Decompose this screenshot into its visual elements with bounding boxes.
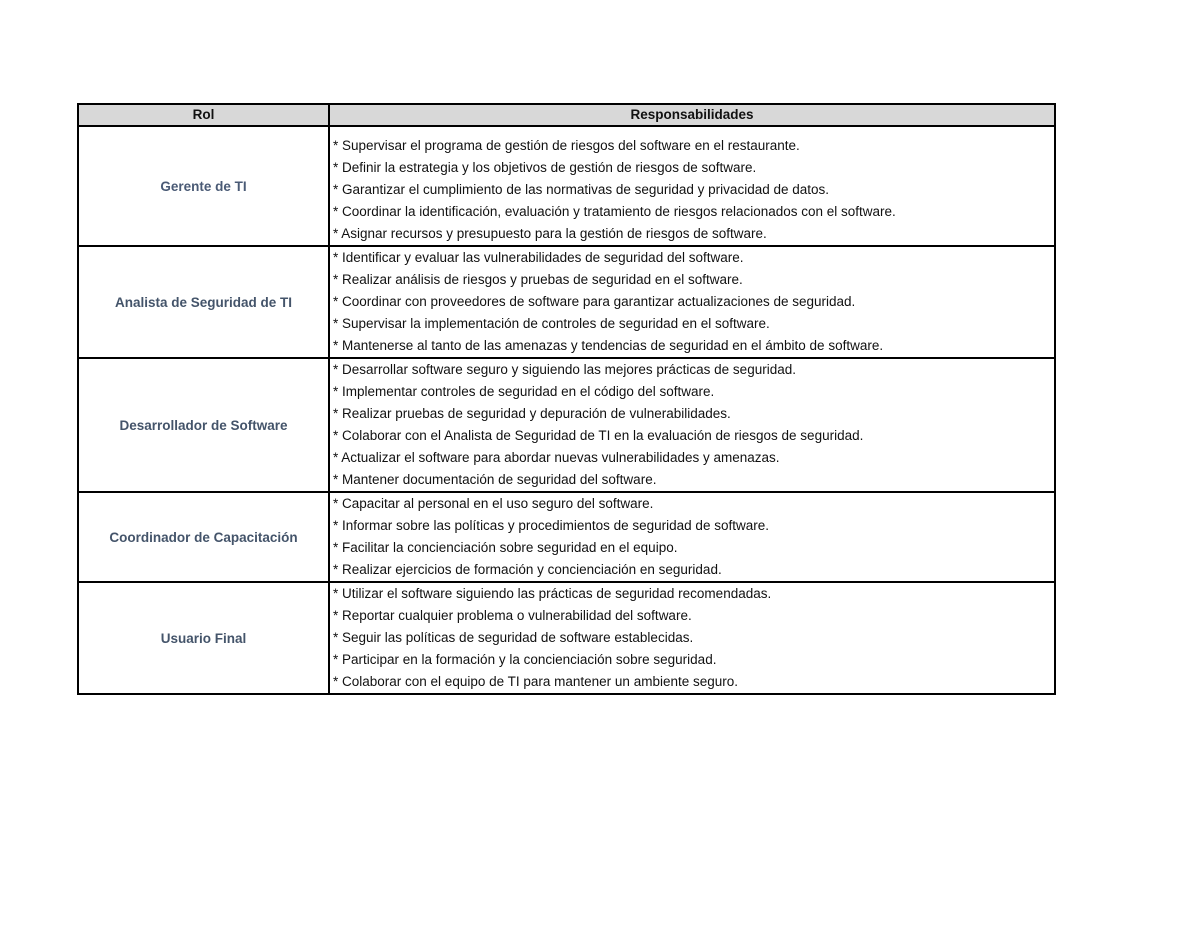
role-cell: Coordinador de Capacitación (78, 492, 329, 582)
roles-table (77, 103, 1056, 695)
table-row (78, 126, 1055, 246)
responsibility-item: * Garantizar el cumplimiento de las normativas de seguridad y privacidad de datos. (333, 182, 830, 197)
responsibility-item: * Utilizar el software siguiendo las prácticas de seguridad recomendadas. (333, 586, 772, 601)
role-cell: Gerente de TI (78, 126, 329, 246)
table-body (78, 126, 1055, 694)
responsibility-item: * Mantenerse al tanto de las amenazas y tendencias de seguridad en el ámbito de software. (333, 338, 884, 353)
responsibility-item: * Realizar pruebas de seguridad y depuración de vulnerabilidades. (333, 406, 731, 421)
header-role: Rol (78, 104, 329, 126)
table-row (78, 582, 1055, 694)
responsibility-item: * Mantener documentación de seguridad del software. (333, 472, 657, 487)
responsibility-item: * Implementar controles de seguridad en el código del software. (333, 384, 715, 399)
responsibility-item: * Definir la estrategia y los objetivos de gestión de riesgos de software. (333, 160, 757, 175)
responsibility-item: * Coordinar con proveedores de software para garantizar actualizaciones de seguridad. (333, 294, 856, 309)
responsibility-item: * Capacitar al personal en el uso seguro del software. (333, 496, 654, 511)
responsibility-item: * Realizar ejercicios de formación y concienciación en seguridad. (333, 562, 722, 577)
responsibility-item: * Colaborar con el equipo de TI para mantener un ambiente seguro. (333, 674, 739, 689)
responsibilities-cell (329, 126, 1055, 246)
responsibilities-cell (329, 492, 1055, 582)
responsibility-item: * Realizar análisis de riesgos y pruebas de seguridad en el software. (333, 272, 743, 287)
responsibility-item: * Desarrollar software seguro y siguiendo las mejores prácticas de seguridad. (333, 362, 796, 377)
header-responsibilities: Responsabilidades (329, 104, 1055, 126)
responsibilities-cell (329, 246, 1055, 358)
responsibility-item: * Actualizar el software para abordar nuevas vulnerabilidades y amenazas. (333, 450, 780, 465)
table-row (78, 246, 1055, 358)
responsibility-item: * Identificar y evaluar las vulnerabilidades de seguridad del software. (333, 250, 744, 265)
header-row (78, 104, 1055, 126)
role-cell: Usuario Final (78, 582, 329, 694)
role-cell: Analista de Seguridad de TI (78, 246, 329, 358)
responsibilities-cell (329, 358, 1055, 492)
responsibility-item: * Asignar recursos y presupuesto para la gestión de riesgos de software. (333, 226, 767, 241)
responsibility-item: * Coordinar la identificación, evaluación y tratamiento de riesgos relacionados con el software. (333, 204, 896, 219)
responsibilities-cell (329, 582, 1055, 694)
table-header (78, 104, 1055, 126)
table-row (78, 358, 1055, 492)
role-cell: Desarrollador de Software (78, 358, 329, 492)
responsibility-item: * Reportar cualquier problema o vulnerabilidad del software. (333, 608, 692, 623)
responsibility-item: * Facilitar la concienciación sobre seguridad en el equipo. (333, 540, 678, 555)
responsibility-item: * Seguir las políticas de seguridad de software establecidas. (333, 630, 694, 645)
responsibility-item: * Informar sobre las políticas y procedimientos de seguridad de software. (333, 518, 769, 533)
responsibility-item: * Colaborar con el Analista de Seguridad de TI en la evaluación de riesgos de seguridad. (333, 428, 864, 443)
responsibility-item: * Participar en la formación y la concienciación sobre seguridad. (333, 652, 717, 667)
table-row (78, 492, 1055, 582)
responsibility-item: * Supervisar la implementación de controles de seguridad en el software. (333, 316, 770, 331)
responsibility-item: * Supervisar el programa de gestión de riesgos del software en el restaurante. (333, 138, 800, 153)
